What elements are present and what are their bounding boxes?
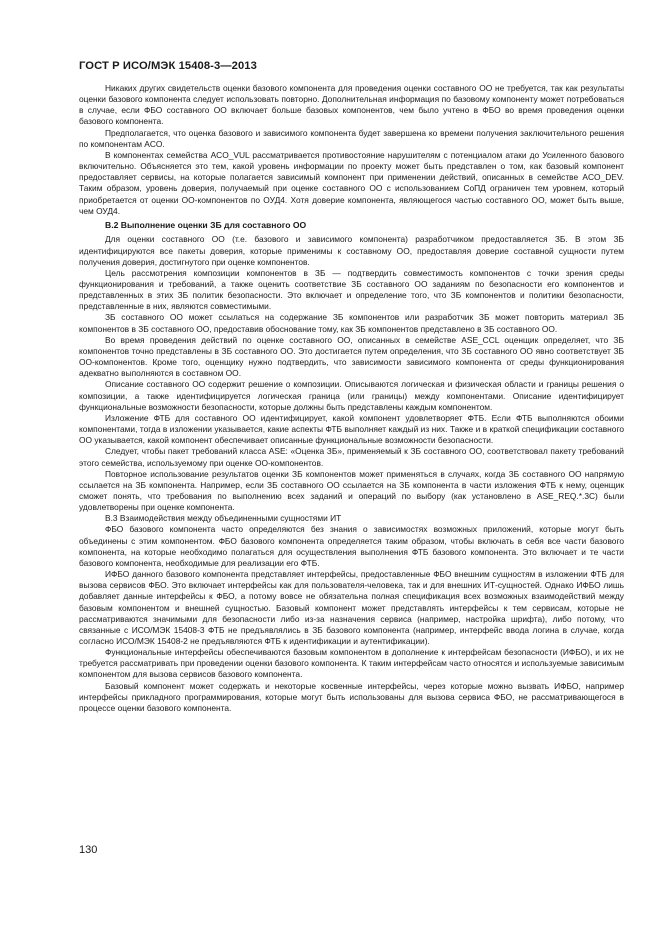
paragraph: Предполагается, что оценка базового и зависимого компонента будет завершена ко времени получения заключительного решения по компонентам ACO. (79, 127, 624, 149)
subsection-title: В.3 Взаимодействия между объединенными сущностями ИТ (105, 513, 342, 524)
paragraph: Во время проведения действий по оценке составного ОО, описанных в семействе ASE_CCL оценщик определяет, что ЗБ компонентов точно представлены в ЗБ составного ОО. Это достигается путем определения, что ЗБ составного ОО явно соответствует ЗБ ОО-компонентов. Кроме того, оценщику нужно подтвердить, что зависимости зависимого компонента от среды функционирования адекватно выполняются в составном ОО. (79, 334, 624, 379)
document-body (79, 83, 624, 714)
paragraph: ФБО базового компонента часто определяются без знания о зависимостях возможных приложений, которые могут быть объединены с этим компонентом. ФБО базового компонента определяется таким образом, чтобы включать в себя все части базового компонента, на которые необходимо полагаться для осуществления выполнения ФТБ базового компонента. Это включает и те части базового компонента, необходимые для реализации его ФТБ. (79, 524, 624, 568)
paragraph: ИФБО данного базового компонента представляет интерфейсы, предоставленные ФБО внешним сущностям в изложении ФТБ для вызова сервисов ФБО. Это включает интерфейсы как для пользователя-человека, так и для внешних ИТ-сущностей. Однако ИФБО лишь добавляет данные интерфейсы к ФБО, а потому вовсе не обязательна полная спецификация всех возможных взаимодействий между базовым компонентом и внешней сущностью. Базовый компонент может представлять интерфейсы к тем сервисам, которые не рассматриваются значимыми для безопасности либо из-за назначения сервиса (например, настройка шрифта), либо потому, что связанные с ИСО/МЭК 15408-3 ФТБ не предъявлялись в ЗБ базового компонента (например, интерфейс ввода логина в случае, когда согласно ИСО/МЭК 15408-2 не предъявляются ФТБ к идентификации и аутентификации). (79, 569, 624, 646)
page-number: 130 (79, 844, 98, 856)
paragraph: Повторное использование результатов оценки ЗБ компонентов может применяться в случаях, когда ЗБ составного ОО напрямую ссылается на ЗБ компонента. Например, если ЗБ составного ОО ссылается на ЗБ компонента в части изложения ФТБ к нему, оценщик сможет понять, что требования по выполнению всех заданий и операций по выбору (как установлено в ASE_REQ.*.3C) были удовлетворены при оценке компонента. (79, 468, 624, 513)
document-header: ГОСТ Р ИСО/МЭК 15408-3—2013 (79, 60, 257, 72)
section-heading: В.2 Выполнение оценки ЗБ для составного ОО (105, 219, 307, 230)
paragraph: Следует, чтобы пакет требований класса ASE: «Оценка ЗБ», применяемый к ЗБ составного ОО, соответствовал пакету требований этого семейства, используемому при оценке ОО-компонентов. (79, 446, 624, 468)
paragraph: Функциональные интерфейсы обеспечиваются базовым компонентом в дополнение к интерфейсам безопасности (ИФБО), и их не требуется рассматривать при проведении оценки базового компонента. К таким интерфейсам часто относятся и используемые зависимым компонентом для вызова сервисов базового компонента. (79, 647, 624, 680)
paragraph: Цель рассмотрения композиции компонентов в ЗБ — подтвердить совместимость компонентов с точки зрения среды функционирования и требований, а также оценить соответствие ЗБ составного ОО заданиям по безопасности его компонентов и представленных в этих ЗБ политик безопасности. Это включает и определение того, что ЗБ компонентов и политики безопасности, представленные в них, являются совместимыми. (79, 267, 624, 312)
paragraph: Описание составного ОО содержит решение о композиции. Описываются логическая и физическая области и границы решения о композиции, а также идентифицируется логическая граница (или границы) между компонентами. Описание идентифицирует функциональные возможности безопасности, которые должны быть представлены каждым компонентом. (79, 379, 624, 412)
paragraph: Для оценки составного ОО (т.е. базового и зависимого компонента) разработчиком предоставляется ЗБ. В этом ЗБ идентифицируются все пакеты доверия, которые применимы к составному ОО, предоставляя доверие составной сущности путем получения доверия, достигнутого при оценке компонентов. (79, 234, 624, 267)
paragraph: В компонентах семейства ACO_VUL рассматривается противостояние нарушителям с потенциалом атаки до Усиленного базового включительно. Объясняется это тем, какой уровень информации по проекту может быть представлен о том, как базовый компонент предоставляет сервисы, на которые полагается зависимый компонент при применении действий, описанных в семействе ACO_DEV. Таким образом, уровень доверия, получаемый при оценке составного ОО с использованием СоПД ограничен тем уровнем, который приобретается от оценки ОО-компонентов по ОУД4. Хотя доверие компонента, являющегося частью составного ОО, может быть выше, чем ОУД4. (79, 149, 624, 216)
paragraph: Никаких других свидетельств оценки базового компонента для проведения оценки составного ОО не требуется, так как результаты оценки базового компонента следует использовать повторно. Дополнительная информация по базовому компоненту может потребоваться в случае, если ФБО составного ОО включает больше базовых компонентов, чем было учтено в ФБО во время проведения оценки базового компонента. (79, 83, 624, 127)
paragraph: ЗБ составного ОО может ссылаться на содержание ЗБ компонентов или разработчик ЗБ может повторить материал ЗБ компонентов в ЗБ составного ОО, предоставив обоснование тому, как ЗБ компонентов представлено в ЗБ составного ОО. (79, 312, 624, 334)
paragraph: Изложение ФТБ для составного ОО идентифицирует, какой компонент удовлетворяет ФТБ. Если ФТБ выполняются обоими компонентами, тогда в изложении указывается, какие аспекты ФТБ выполняет каждый из них. Также и в краткой спецификации составного ОО указывается, какой компонент обеспечивает описанные функциональные возможности безопасности. (79, 412, 624, 446)
paragraph: Базовый компонент может содержать и некоторые косвенные интерфейсы, через которые можно вызвать ИФБО, например интерфейсы прикладного программирования, которые могут быть использованы для вызова сервиса ФБО, не рассматривающегося в процессе оценки базового компонента. (79, 680, 624, 713)
